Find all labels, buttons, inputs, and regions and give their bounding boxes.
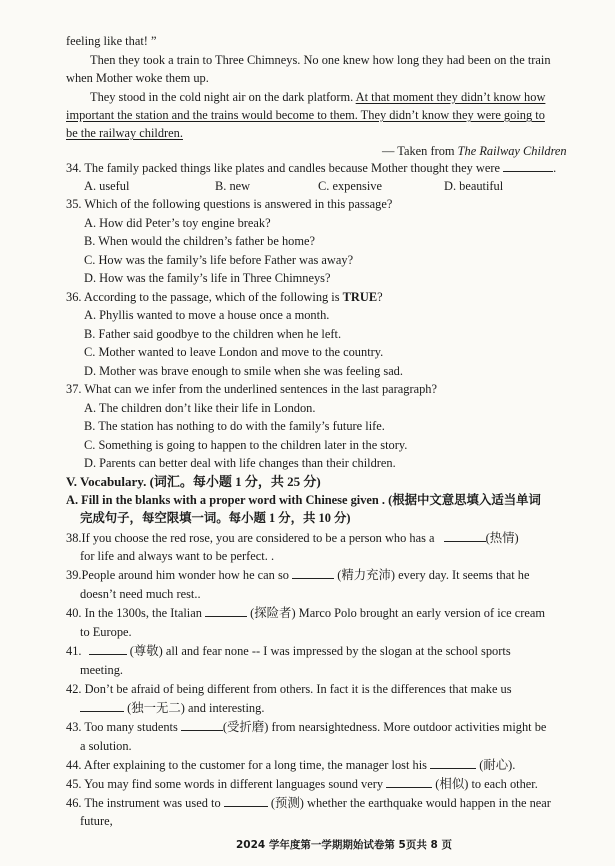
vocab-45: [66, 775, 538, 793]
vocab-text: 38.If you choose the red rose, you are considered to be a person who has a: [66, 531, 435, 545]
question-stem: 37. What can we infer from the underlined sentences in the last paragraph?: [66, 382, 437, 396]
option[interactable]: C. How was the family’s life before Father was away?: [84, 253, 354, 267]
source-title: The Railway Children: [457, 144, 567, 158]
question-stem: 35. Which of the following questions is answered in this passage?: [66, 197, 393, 211]
vocab-text: 43. Too many students: [66, 720, 178, 734]
answer-blank[interactable]: [89, 642, 127, 655]
vocab-39: [66, 566, 529, 584]
question-stem: 36. According to the passage, which of the following is: [66, 290, 343, 304]
vocab-cont: doesn’t need much rest..: [80, 587, 201, 601]
vocab-text: 45. You may find some words in different languages sound very: [66, 777, 384, 791]
passage-line: when Mother woke them up.: [66, 71, 209, 85]
answer-blank[interactable]: [292, 566, 334, 579]
vocab-cont: a solution.: [80, 739, 132, 753]
answer-blank[interactable]: [430, 756, 476, 769]
option[interactable]: D. How was the family’s life in Three Chimneys?: [84, 271, 331, 285]
vocab-text: 40. In the 1300s, the Italian: [66, 606, 202, 620]
option[interactable]: C. Something is going to happen to the children later in the story.: [84, 438, 408, 452]
stem-end: .: [553, 161, 557, 175]
answer-blank[interactable]: [386, 775, 432, 788]
underlined-sentence: At that moment they didn’t know how: [355, 90, 546, 104]
vocab-42-cont: [80, 699, 264, 717]
vocab-cont: for life and always want to be perfect. .: [80, 549, 275, 563]
option[interactable]: B. When would the children’s father be home?: [84, 234, 315, 248]
vocab-text: from nearsightedness. More outdoor activities might be: [268, 720, 547, 734]
chinese-hint: (受折磨): [222, 720, 269, 734]
vocab-43: [66, 718, 546, 736]
vocab-46: [66, 794, 551, 812]
answer-blank[interactable]: [181, 718, 223, 731]
page-footer: 2024 学年度第一学期期始试卷第 5页共 8 页: [236, 839, 452, 851]
vocab-44: [66, 756, 515, 774]
chinese-hint: (相似): [435, 777, 469, 791]
vocab-text: to each other.: [468, 777, 538, 791]
option[interactable]: A. How did Peter’s toy engine break?: [84, 216, 271, 230]
vocab-cont: meeting.: [80, 663, 124, 677]
chinese-hint: (探险者): [250, 606, 296, 620]
passage-line: [90, 88, 545, 106]
vocab-42: 42. Don’t be afraid of being different from others. In fact it is the differences that make us: [66, 682, 512, 696]
chinese-hint: (预测): [270, 796, 304, 810]
stem-emphasis: TRUE: [342, 290, 378, 304]
passage-line: Then they took a train to Three Chimneys. No one knew how long they had been on the train: [90, 53, 551, 67]
chinese-hint: (独一无二): [127, 701, 185, 715]
option[interactable]: C. expensive: [318, 179, 383, 193]
chinese-hint: (耐心).: [479, 758, 516, 772]
vocab-text: 39.People around him wonder how he can so: [66, 568, 289, 582]
question-stem: 34. The family packed things like plates and candles because Mother thought they were: [66, 161, 500, 175]
vocab-text: every day. It seems that he: [395, 568, 530, 582]
vocab-cont: to Europe.: [80, 625, 132, 639]
vocab-text: all and fear none -- I was impressed by the slogan at the school sports: [162, 644, 511, 658]
option[interactable]: D. beautiful: [444, 179, 504, 193]
option[interactable]: A. useful: [84, 179, 130, 193]
chinese-hint: (尊敬): [129, 644, 163, 658]
option[interactable]: C. Mother wanted to leave London and move to the country.: [84, 345, 384, 359]
vocab-38: [66, 529, 519, 547]
option[interactable]: D. Parents can better deal with life changes than their children.: [84, 456, 396, 470]
answer-blank[interactable]: [205, 604, 247, 617]
section-title: V. Vocabulary. (词汇。每小题 1 分，共 25 分): [66, 474, 321, 489]
answer-blank[interactable]: [503, 159, 553, 172]
passage-line: feeling like that! ”: [66, 34, 157, 48]
answer-blank[interactable]: [224, 794, 268, 807]
part-a-instruction: A. Fill in the blanks with a proper word with Chinese given . (根据中文意思填入适当单词: [66, 493, 541, 507]
chinese-hint: (精力充沛): [337, 568, 396, 582]
option[interactable]: B. The station has nothing to do with the family’s future life.: [84, 419, 385, 433]
part-a-instruction: 完成句子，每空限填一词。每小题 1 分，共 10 分): [80, 511, 351, 525]
option[interactable]: A. The children don’t like their life in London.: [84, 401, 316, 415]
question-34: [66, 159, 556, 177]
source-prefix: — Taken from: [382, 144, 458, 158]
vocab-text: 44. After explaining to the customer for a long time, the manager lost his: [66, 758, 427, 772]
answer-blank[interactable]: [444, 529, 486, 542]
vocab-cont: future,: [80, 814, 113, 828]
option[interactable]: A. Phyllis wanted to move a house once a month.: [84, 308, 330, 322]
vocab-text: and interesting.: [184, 701, 265, 715]
question-36: [66, 288, 383, 306]
vocab-text: Marco Polo brought an early version of ice cream: [295, 606, 546, 620]
chinese-hint: (热情): [485, 531, 519, 545]
underlined-sentence: be the railway children.: [66, 126, 183, 140]
option[interactable]: D. Mother was brave enough to smile when she was feeling sad.: [84, 364, 403, 378]
stem-end: ?: [377, 290, 383, 304]
vocab-text: 46. The instrument was used to: [66, 796, 221, 810]
underlined-sentence: important the station and the trains would become to them. They didn’t know they were going to: [66, 108, 545, 122]
option[interactable]: B. new: [215, 179, 251, 193]
vocab-40: [66, 604, 545, 622]
passage-text: They stood in the cold night air on the dark platform.: [90, 90, 356, 104]
option[interactable]: B. Father said goodbye to the children when he left.: [84, 327, 342, 341]
vocab-41: [66, 642, 511, 660]
vocab-text: whether the earthquake would happen in the near: [303, 796, 551, 810]
answer-blank[interactable]: [80, 699, 124, 712]
vocab-text: 41.: [66, 644, 82, 658]
passage-source: [382, 142, 567, 160]
